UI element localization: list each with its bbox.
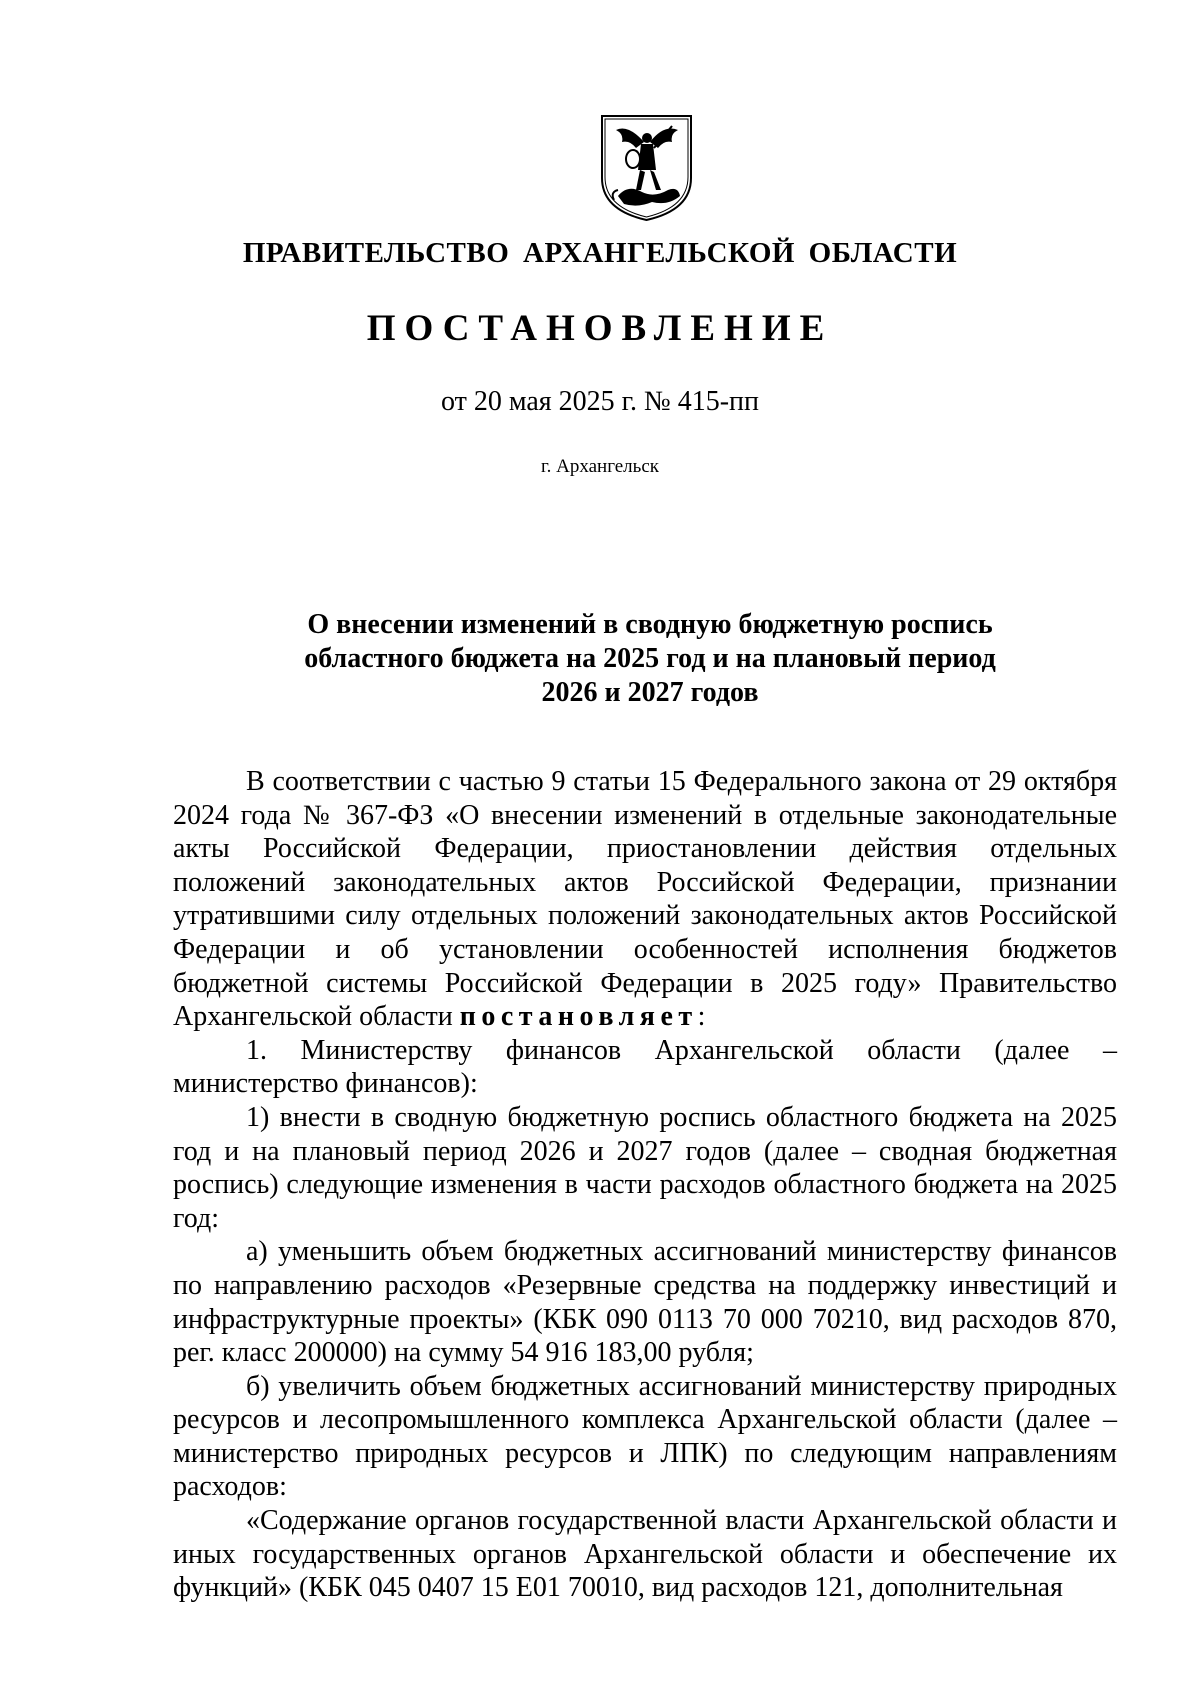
document-body bbox=[173, 765, 1117, 1605]
title-line: О внесении изменений в сводную бюджетную роспись bbox=[307, 609, 993, 640]
item-1-paragraph: 1. Министерству финансов Архангельской области (далее – министерство финансов): bbox=[173, 1034, 1117, 1100]
decrees-word: постановляет bbox=[459, 1001, 698, 1033]
item-1-1-paragraph: 1) внести в сводную бюджетную роспись областного бюджета на 2025 год и на плановый период 2026 и 2027 годов (далее – сводная бюджетная роспись) следующие изменения в части расходов областного бюджета на 2025 год: bbox=[173, 1101, 1117, 1234]
document-type: ПОСТАНОВЛЕНИЕ bbox=[366, 308, 834, 349]
government-name: ПРАВИТЕЛЬСТВО АРХАНГЕЛЬСКОЙ ОБЛАСТИ bbox=[242, 237, 958, 269]
title-line: 2026 и 2027 годов bbox=[541, 677, 759, 708]
item-a-paragraph: а) уменьшить объем бюджетных ассигнований министерству финансов по направлению расходов «Резервные средства на поддержку инвестиций и инфраструктурные проекты» (КБК 090 0113 70 000 70210, вид расходов 870, рег. класс 200000) на сумму 54 916 183,00 рубля; bbox=[173, 1236, 1117, 1369]
item-b-paragraph: б) увеличить объем бюджетных ассигнований министерству природных ресурсов и лесопромышленного комплекса Архангельской области (далее – министерство природных ресурсов и ЛПК) по следующим направлениям расходов: bbox=[173, 1370, 1117, 1503]
item-b1-paragraph: «Содержание органов государственной власти Архангельской области и иных государственных органов Архангельской области и обеспечение их функций» (КБК 045 0407 15 Е01 70010, вид расходов 121, дополнительная bbox=[173, 1505, 1117, 1604]
preamble-paragraph bbox=[173, 765, 1117, 1034]
document-title bbox=[160, 608, 1140, 710]
coat-of-arms-icon bbox=[598, 112, 695, 224]
document-city: г. Архангельск bbox=[540, 456, 659, 477]
decrees-colon: : bbox=[697, 1001, 706, 1033]
title-line: областного бюджета на 2025 год и на плановый период bbox=[304, 643, 996, 674]
document-date-number: от 20 мая 2025 г. № 415-пп bbox=[440, 386, 760, 417]
preamble-text: В соответствии с частью 9 статьи 15 Федерального закона от 29 октября 2024 года № 367-ФЗ «О внесении изменений в отдельные законодательные акты Российской Федерации, приостановлении действия отдельных положений законодательных актов Российской Федерации, признании утратившими силу отдельных положений законодательных актов Российской Федерации и об установлении особенностей исполнения бюджетов бюджетной системы Российской Федерации в 2025 году» Правительство Архангельской области bbox=[173, 766, 1117, 1033]
